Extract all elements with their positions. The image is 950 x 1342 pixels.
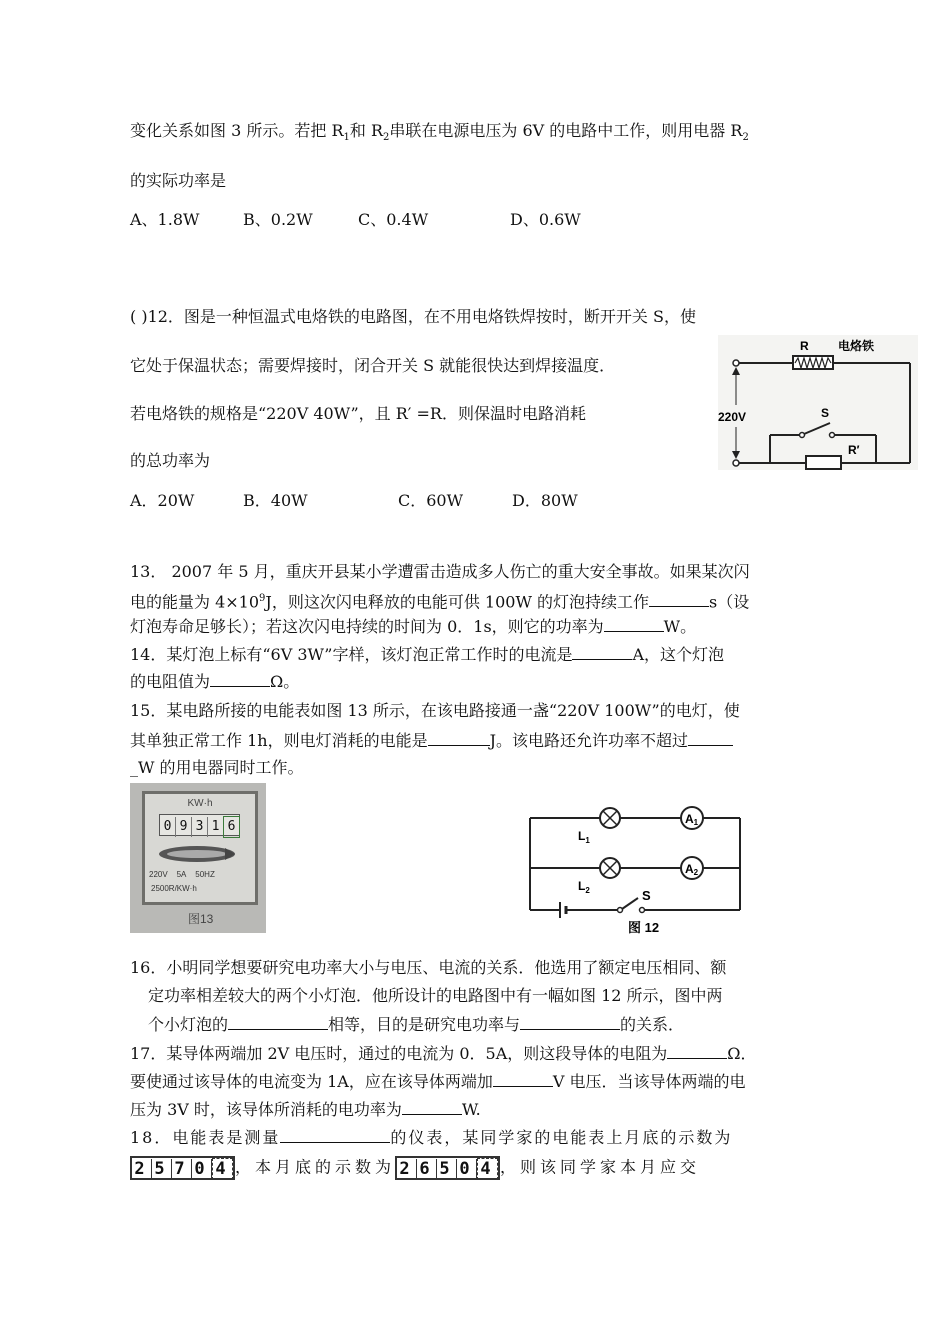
- meter-digit-decimal: 4: [477, 1158, 498, 1180]
- meter-digit-decimal: 4: [212, 1158, 233, 1180]
- q13-line2: [130, 588, 749, 613]
- switch-s-icon: [622, 898, 638, 909]
- q11-sub3: 2: [742, 132, 749, 144]
- q15-line2-text-b: J。该电路还允许功率不超过: [489, 731, 688, 750]
- q11-option-b: B、0.2W: [243, 210, 313, 229]
- q13-line1: 13． 2007 年 5 月，重庆开县某小学遭雷击造成多人伤亡的重大安全事故。如果某次闪: [130, 562, 750, 581]
- q18-line2-text-a: ，本月底的示数为: [235, 1157, 396, 1177]
- figure-12-caption: 图 12: [628, 920, 660, 935]
- meter-digit: 1: [208, 817, 224, 837]
- label-a1-sub: 1: [693, 818, 699, 827]
- meter-digit: 0: [192, 1159, 212, 1179]
- q17-line2-text-a: 要使通过该导体的电流变为 1A，应在该导体两端加: [130, 1072, 493, 1091]
- q14-line2-text-a: 的电阻值为: [130, 672, 211, 691]
- q17-blank-resistance[interactable]: [667, 1042, 727, 1059]
- label-a2: A: [685, 862, 694, 876]
- q11-sub2: 2: [383, 132, 390, 144]
- q13-line3: [130, 615, 696, 638]
- q18-line2-text-b: ，则该同学家本月应交: [500, 1157, 701, 1177]
- q17-line3: [130, 1098, 481, 1121]
- q15-line2-text-a: 其单独正常工作 1h，则电灯消耗的电能是: [130, 731, 428, 750]
- label-r: R: [800, 339, 809, 353]
- q12-line3: 若电烙铁的规格是“220V 40W”，且 R′ =R．则保温时电路消耗: [130, 404, 586, 423]
- meter-digit-decimal: 6: [224, 817, 239, 837]
- figure-13-energy-meter: [130, 783, 266, 933]
- q16-line3-text-a: 个小灯泡的: [148, 1015, 229, 1034]
- figure-12-circuit: [520, 800, 750, 940]
- q11-line1: [130, 120, 749, 149]
- meter-digit: 2: [397, 1159, 417, 1179]
- q13-line2-text-a: 电的能量为 4×10: [130, 592, 260, 612]
- meter-counter: [159, 814, 240, 836]
- q15-line3-text: W 的用电器同时工作。: [138, 758, 304, 777]
- q14-line2-text-b: Ω。: [270, 672, 300, 691]
- q17-line2: [130, 1070, 745, 1093]
- q13-blank-time[interactable]: [649, 590, 709, 607]
- q14-line1: [130, 643, 724, 666]
- q17-blank-voltage[interactable]: [493, 1070, 553, 1087]
- q13-line3-text-a: 灯泡寿命足够长）；若这次闪电持续的时间为 0．1s，则它的功率为: [130, 617, 604, 636]
- q12-line1: ( )12．图是一种恒温式电烙铁的电路图，在不用电烙铁焊按时，断开开关 S，使: [130, 307, 696, 326]
- q13-line2-text-c: s（设: [709, 592, 750, 612]
- q17-line1-text-a: 17．某导体两端加 2V 电压时，通过的电流为 0．5A，则这段导体的电阻为: [130, 1044, 668, 1063]
- meter-reading-this-month: [395, 1156, 500, 1180]
- q12-option-d: D．80W: [512, 491, 578, 510]
- label-switch: S: [821, 406, 830, 420]
- q11-line2: 的实际功率是: [130, 171, 227, 190]
- q12-line2: 它处于保温状态；需要焊接时，闭合开关 S 就能很快达到焊接温度．: [130, 356, 616, 375]
- q15-line1: 15．某电路所接的电能表如图 13 所示，在该电路接通一盏“220V 100W”的电灯，使: [130, 701, 740, 720]
- meter-digit: 7: [172, 1159, 192, 1179]
- label-l1: L: [578, 829, 586, 843]
- q18-line2: [130, 1156, 700, 1180]
- q18-blank-quantity[interactable]: [280, 1126, 390, 1143]
- meter-spec-constant: 2500R/KW·h: [151, 884, 197, 893]
- label-l2-sub: 2: [585, 886, 590, 895]
- q12-option-b: B．40W: [243, 491, 308, 510]
- q13-blank-power[interactable]: [604, 615, 664, 632]
- meter-panel: [142, 791, 258, 905]
- q12-option-c: C．60W: [398, 491, 464, 510]
- q16-blank-quantity[interactable]: [228, 1013, 328, 1030]
- meter-digit: 2: [132, 1159, 152, 1179]
- q18-line1-text-b: 的仪表，某同学家的电能表上月底的示数为: [390, 1128, 733, 1147]
- meter-spec-frequency: 50HZ: [195, 870, 215, 879]
- q13-line3-text-b: W。: [663, 617, 697, 636]
- q17-line1-text-b: Ω．: [727, 1044, 757, 1063]
- meter-digit: 0: [457, 1159, 477, 1179]
- q14-blank-resistance[interactable]: [210, 670, 270, 687]
- q11-text-c: 串联在电源电压为 6V 的电路中工作，则用电器 R: [389, 121, 743, 140]
- label-l2: L: [578, 879, 586, 893]
- q11-text-a: 变化关系如图 3 所示。若把 R: [130, 121, 344, 140]
- meter-digit: 9: [176, 817, 192, 837]
- figure-13-caption: 图13: [188, 912, 214, 926]
- label-soldering-iron: 电烙铁: [838, 339, 875, 353]
- q17-line1: [130, 1042, 757, 1065]
- meter-disc-icon: [155, 844, 247, 864]
- q15-line2: [130, 729, 733, 752]
- q18-line1: [130, 1126, 732, 1149]
- svg-text:L1: [578, 829, 590, 845]
- q14-line1-text-b: A，这个灯泡: [632, 645, 725, 664]
- q16-line3: [148, 1013, 684, 1036]
- q18-line1-text-a: 18．电能表是测量: [130, 1128, 281, 1147]
- q15-blank-energy[interactable]: [428, 729, 490, 746]
- q14-line2: [130, 670, 299, 693]
- label-a1: A: [685, 812, 694, 826]
- label-switch-s: S: [642, 888, 651, 903]
- svg-text:L2: [578, 879, 590, 895]
- q15-blank-power[interactable]: [688, 729, 733, 746]
- meter-digit: 3: [192, 817, 208, 837]
- q14-line1-text-a: 14．某灯泡上标有“6V 3W”字样，该灯泡正常工作时的电流是: [130, 645, 573, 664]
- q17-line2-text-b: V 电压．当该导体两端的电: [552, 1072, 746, 1091]
- q17-blank-power[interactable]: [402, 1098, 462, 1115]
- meter-unit: KW·h: [187, 798, 213, 809]
- q16-line3-text-c: 的关系．: [620, 1015, 685, 1034]
- q11-text-b: 和 R: [349, 121, 384, 140]
- meter-digit: 0: [160, 817, 176, 837]
- meter-spec-current: 5A: [176, 870, 187, 879]
- meter-digit: 5: [437, 1159, 457, 1179]
- q16-line2: 定功率相差较大的两个小灯泡．他所设计的电路图中有一幅如图 12 所示，图中两: [148, 986, 723, 1005]
- meter-digit: 6: [417, 1159, 437, 1179]
- q14-blank-current[interactable]: [572, 643, 632, 660]
- meter-reading-last-month: [130, 1156, 235, 1180]
- q16-line3-text-b: 相等，目的是研究电功率与: [328, 1015, 521, 1034]
- q13-exponent: 9: [259, 593, 266, 604]
- q12-line4: 的总功率为: [130, 451, 211, 470]
- label-a2-sub: 2: [693, 868, 699, 877]
- label-voltage: 220V: [718, 410, 747, 424]
- resistor-r-prime: [806, 456, 841, 469]
- q11-sub1: 1: [343, 132, 350, 144]
- meter-spec-voltage: 220V: [149, 870, 168, 879]
- q11-option-d: D、0.6W: [510, 210, 581, 229]
- label-l1-sub: 1: [585, 836, 590, 845]
- label-r-prime: R′: [848, 443, 860, 457]
- q15-line3-underscore: _: [130, 758, 138, 777]
- soldering-iron-circuit-figure: [718, 335, 918, 470]
- q17-line3-text-a: 压为 3V 时，该导体所消耗的电功率为: [130, 1100, 402, 1119]
- q16-blank-relation[interactable]: [520, 1013, 620, 1030]
- q16-line1: 16．小明同学想要研究电功率大小与电压、电流的关系．他选用了额定电压相同、额: [130, 958, 727, 977]
- meter-digit: 5: [152, 1159, 172, 1179]
- q12-option-a: A．20W: [130, 491, 195, 510]
- q11-option-c: C、0.4W: [358, 210, 429, 229]
- q15-line3: [130, 757, 304, 779]
- q17-line3-text-b: W.: [461, 1100, 481, 1119]
- q13-line2-text-b: J，则这次闪电释放的电能可供 100W 的灯泡持续工作: [265, 592, 649, 612]
- q11-option-a: A、1.8W: [130, 210, 200, 229]
